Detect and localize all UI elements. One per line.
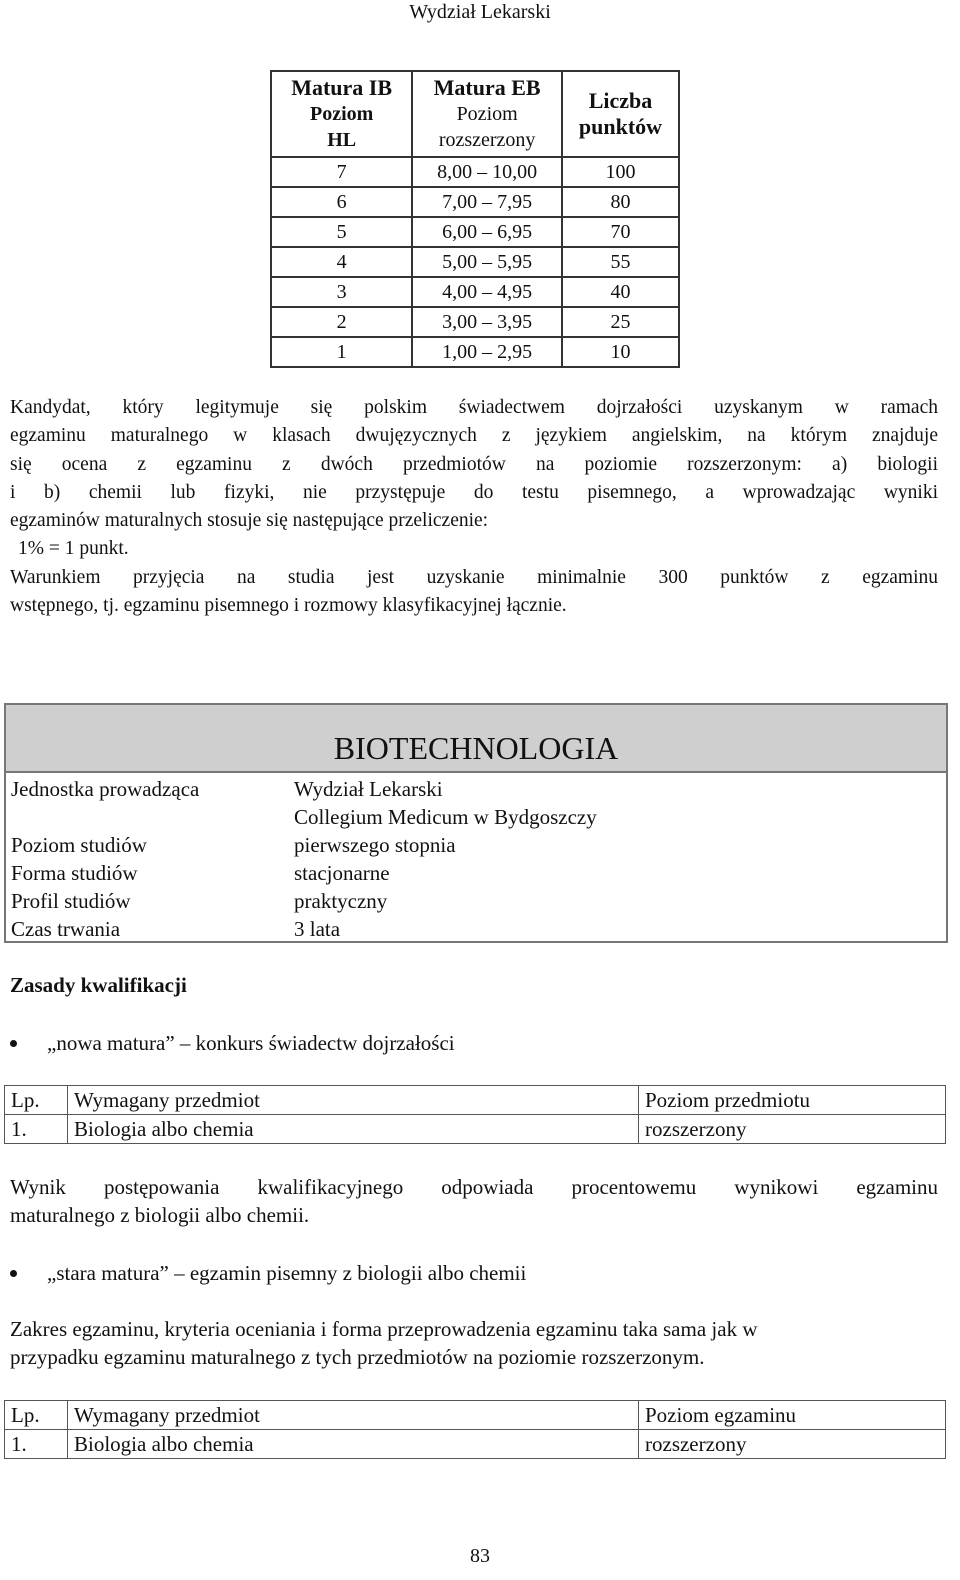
table-row: 6 7,00 – 7,95 80 xyxy=(271,187,679,217)
table-header-row: Lp. Wymagany przedmiot Poziom egzaminu xyxy=(5,1401,946,1430)
col-header-eb: Matura EB Poziom rozszerzony xyxy=(412,71,562,157)
col-header-ib: Matura IB Poziom HL xyxy=(271,71,412,157)
form-label: Forma studiów xyxy=(11,861,138,885)
unit-value: Wydział Lekarski xyxy=(294,777,443,801)
unit-label: Jednostka prowadząca xyxy=(11,777,200,801)
table-row: 2 3,00 – 3,95 25 xyxy=(271,307,679,337)
program-title: BIOTECHNOLOGIA xyxy=(333,730,619,766)
duration-label: Czas trwania xyxy=(11,917,121,941)
table-row: 7 8,00 – 10,00 100 xyxy=(271,157,679,187)
table-header-row: Lp. Wymagany przedmiot Poziom przedmiotu xyxy=(5,1086,946,1115)
form-value: stacjonarne xyxy=(294,861,390,885)
requirements-table-new xyxy=(4,1085,946,1144)
result-paragraph: Wynik postępowania kwalifikacyjnego odpowiada procentowemu wynikowi egzaminu maturalnego z biologii albo chemii. xyxy=(10,1175,938,1228)
page-number: 83 xyxy=(470,1545,490,1567)
requirements-table-old xyxy=(4,1400,946,1459)
profile-value: praktyczny xyxy=(294,889,388,913)
bullet-icon xyxy=(10,1040,17,1047)
table-row: 1 1,00 – 2,95 10 xyxy=(271,337,679,367)
level-value: pierwszego stopnia xyxy=(294,833,456,857)
table-row: 1. Biologia albo chemia rozszerzony xyxy=(5,1115,946,1144)
table-row: 4 5,00 – 5,95 55 xyxy=(271,247,679,277)
table-row: 1. Biologia albo chemia rozszerzony xyxy=(5,1430,946,1459)
bullet-new-matura: „nowa matura” – konkurs świadectw dojrzałości xyxy=(10,1029,455,1057)
scope-paragraph: Zakres egzaminu, kryteria oceniania i forma przeprowadzenia egzaminu taka sama jak w przypadku egzaminu maturalnego z tych przedmiotów na poziomie rozszerzonym. xyxy=(10,1317,758,1370)
duration-value: 3 lata xyxy=(294,917,341,941)
table-row: 5 6,00 – 6,95 70 xyxy=(271,217,679,247)
unit-value-2: Collegium Medicum w Bydgoszczy xyxy=(294,805,597,829)
profile-label: Profil studiów xyxy=(11,889,131,913)
qualification-heading: Zasady kwalifikacji xyxy=(10,973,187,997)
score-conversion-table xyxy=(270,70,680,368)
col-header-points: Liczba punktów xyxy=(562,71,679,157)
level-label: Poziom studiów xyxy=(11,833,147,857)
conversion-paragraph: Kandydat, który legitymuje się polskim świadectwem dojrzałości uzyskanym w ramach egzaminu maturalnego w klasach dwujęzycznych z językiem angielskim, na którym znajduje się ocena z egzaminu z dwóch przedmiotów na poziomie rozszerzonym: a) biologii i b) chemii lub fizyki, nie przystępuje do testu pisemnego, a wprowadzając wyniki egzaminów maturalnych stosuje się następujące przeliczenie: 1% = 1 punkt. Warunkiem przyjęcia na studia jest uzyskanie minimalnie 300 punktów z egzaminu wstępnego, tj. egzaminu pisemnego i rozmowy klasyfikacyjnej łącznie. xyxy=(10,397,938,617)
page-header: Wydział Lekarski xyxy=(409,1,551,23)
bullet-icon xyxy=(10,1270,17,1277)
bullet-old-matura: „stara matura” – egzamin pisemny z biologii albo chemii xyxy=(10,1259,526,1287)
table-row: 3 4,00 – 4,95 40 xyxy=(271,277,679,307)
